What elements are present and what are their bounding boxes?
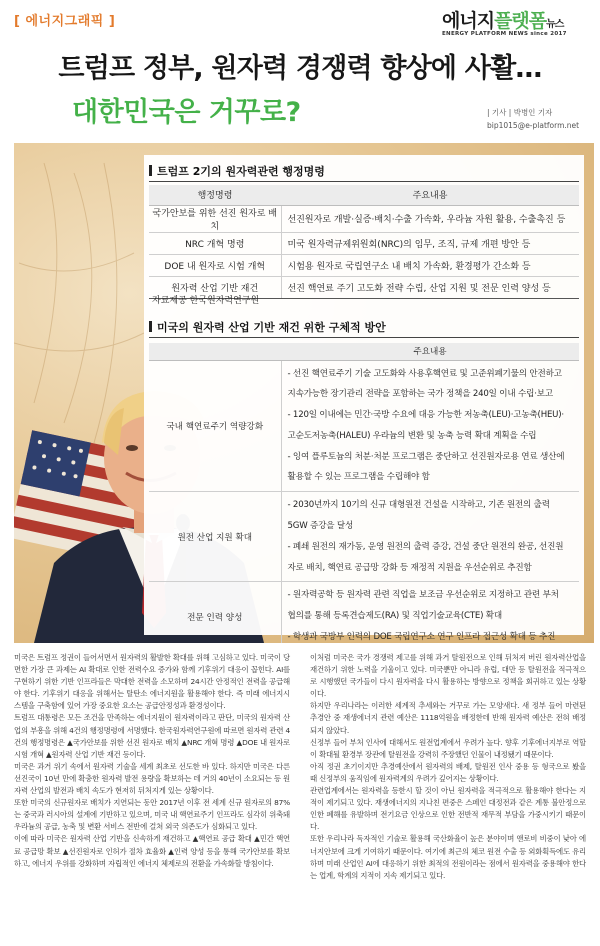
- order-name: DOE 내 원자로 시험 개혁: [149, 254, 281, 276]
- plan-category: 국내 핵연료주기 역량강화: [149, 360, 281, 492]
- table-header-row: [149, 343, 579, 360]
- paragraph: 이에 따라 미국은 원자력 산업 기반을 신속하게 재건하고 ▲핵연료 공급 확대 ▲민간 핵연료 공급망 확보 ▲선진원자로 인허가 절차 효율화 ▲인력 양성 등을 통해 국가안보를 확보하고, 에너지 우위를 강화하며 자립적인 에너지 체제로의 전환을 가속화할 방침이다.: [14, 834, 290, 868]
- paragraph: 미국은 트럼프 정권이 들어서면서 원자력의 활발한 확대를 위해 고심하고 있다. 미국이 당면한 가장 큰 과제는 AI 확대로 인한 전력수요 증가와 함께 기후위기 대응이 꼽힌다. AI를 구현하기 위한 기반 인프라들은 막대한 전력을 소모하며 24시간 안정적인 전력을 공급해야 한다. 기후위기 대응을 위해서는 탈탄소 에너지원을 활용해야 한다. 즉 미래 에너지시스템을 구축함에 있어 가장 중요한 요소는 공급안정성과 환경성이다.: [14, 653, 290, 711]
- rebuild-plan-table: [149, 343, 579, 643]
- table-row: [149, 582, 579, 643]
- section2-heading: 미국의 원자력 산업 기반 재건 위한 구체적 방안: [149, 319, 386, 335]
- paragraph: 또한 미국의 신규원자로 배치가 지연되는 동안 2017년 이후 전 세계 신규 원자로의 87%는 중국과 러시아의 설계에 기반하고 있으며, 미국 내 핵연료주기 인프라도 심각히 위축돼 우라늄의 공급, 농축 및 변환 서비스 전반에 걸쳐 외국 의존도가 심화되고 있다.: [14, 798, 290, 832]
- logo-text: 에너지플랫폼뉴스: [442, 10, 564, 32]
- paragraph: 신정부 들어 부처 인사에 대해서도 원전업계에서 우려가 높다. 향후 기후에너지부로 역할이 확대될 환경부 장관에 탈원전을 강력히 주장했던 인물이 내정됐기 때문이다.: [310, 737, 586, 759]
- order-name: 원자력 산업 기반 재건: [149, 276, 281, 298]
- table-row: [149, 492, 579, 582]
- section2-rule: [149, 337, 579, 338]
- order-content: 선진원자로 개발·실증·배치·수출 가속화, 우라늄 자원 활용, 수출촉진 등: [281, 205, 579, 232]
- table-row: [149, 360, 579, 492]
- category-tag: [ 에너지그래픽 ]: [14, 14, 116, 29]
- infographic-panel: [14, 143, 594, 643]
- order-name: NRC 개혁 명령: [149, 232, 281, 254]
- page-title: 트럼프 정부, 원자력 경쟁력 향상에 사활…: [58, 53, 542, 84]
- order-content: 선진 핵연료 주기 고도화 전략 수립, 산업 지원 및 전문 인력 양성 등: [281, 276, 579, 298]
- byline-author: | 기사 | 박병인 기자: [487, 108, 553, 117]
- order-name: 국가안보를 위한 선진 원자로 배치: [149, 205, 281, 232]
- article-column-left: [14, 652, 290, 882]
- plan-content: - 원자력공학 등 원자력 관련 직업을 보조금 우선순위로 지정하고 관련 부처 협의를 통해 등록견습제도(RA) 및 직업기술교육(CTE) 확대 - 학생과 국방부 인력의 DOE 국립연구소 연구 인프라 접근성 확대 등 추진: [281, 582, 579, 643]
- plan-content: - 2030년까지 10기의 신규 대형원전 건설을 시작하고, 기존 원전의 출력 5GW 증강을 달성 - 폐쇄 원전의 재가동, 운영 원전의 출력 증강, 건설 중단 원전의 완공, 선진원 자로 배치, 핵연료 공급망 강화 등 재정적 지원을 우선순위로 추진함: [281, 492, 579, 582]
- col-header-category: [149, 343, 281, 360]
- table-row: [149, 205, 579, 232]
- plan-content: - 선진 핵연료주기 기술 고도화와 사용후핵연료 및 고준위폐기물의 안전하고 지속가능한 장기관리 전략을 포함하는 국가 정책을 240일 이내 수립·보고 - 120일 이내에는 민간·국방 수요에 대응 가능한 저농축(LEU)·고농축(HEU)· 고순도저농축(HALEU) 우라늄의 변환 및 농축 능력 확대 계획을 수립 - 잉여 플루토늄의 처분·처분 프로그램은 중단하고 선진원자로용 연료 생산에 활용할 수 있는 프로그램을 수립해야 함: [281, 360, 579, 492]
- executive-orders-table: [149, 185, 579, 299]
- col-header-content: 주요내용: [281, 185, 579, 205]
- table-header-row: [149, 185, 579, 205]
- article-body: [14, 652, 586, 882]
- byline-email[interactable]: bip1015@e-platform.net: [487, 121, 580, 130]
- paragraph: 하지만 우리나라는 이러한 세계적 추세와는 거꾸로 가는 모양새다. 새 정부 들어 마련된 추경안 중 재생에너지 관련 예산은 1118억원을 배정한데 반해 원자력 예산은 전혀 배정되지 않았다.: [310, 701, 586, 735]
- order-content: 시험용 원자로 국립연구소 내 배치 가속화, 환경평가 간소화 등: [281, 254, 579, 276]
- section1-heading: 트럼프 2기의 원자력관련 행정명령: [149, 163, 325, 179]
- data-source: 자료제공 한국원자력연구원: [152, 296, 260, 306]
- plan-category: 원전 산업 지원 확대: [149, 492, 281, 582]
- section1-rule: [149, 181, 579, 182]
- logo-subtitle: ENERGY PLATFORM NEWS since 2017: [442, 31, 567, 37]
- heading-bar-icon: [149, 321, 152, 332]
- site-logo[interactable]: [442, 6, 582, 40]
- order-content: 미국 원자력규제위원회(NRC)의 임무, 조직, 규제 개편 방안 등: [281, 232, 579, 254]
- col-header-content: 주요내용: [281, 343, 579, 360]
- paragraph: 관련업계에서는 원자력을 등한시 할 것이 아닌 원자력을 적극적으로 활용해야 한다는 지적이 제기되고 있다. 재생에너지의 지나친 편중은 스페인 대정전과 같은 계통 불안정으로 인한 폐해를 유발하며 전기요금 인상으로 인한 전반적 재무적 부담을 가중시키기 때문이다.: [310, 786, 586, 832]
- article-column-right: [310, 652, 586, 882]
- col-header-order: 행정명령: [149, 185, 281, 205]
- table-row: [149, 232, 579, 254]
- paragraph: 아직 정권 초기이지만 추경예산에서 원자력의 배제, 탈원전 인사 중용 등 형국으로 봤을 때 신정부의 움직임에 원자력계의 우려가 깊어지는 상황이다.: [310, 761, 586, 783]
- page-subtitle: 대한민국은 거꾸로?: [72, 97, 301, 128]
- paragraph: 미국은 과거 위기 속에서 원자력 기술을 세계 최초로 선도한 바 있다. 하지만 미국은 다른 선진국이 10년 만에 확충한 원자력 발전 용량을 확보하는 데 거의 40년이 소요되는 등 원자력 산업의 발전과 배치 속도가 현저히 뒤처지게 있는 상황이다.: [14, 761, 290, 796]
- byline: [487, 106, 579, 132]
- table-row: [149, 254, 579, 276]
- heading-bar-icon: [149, 165, 152, 176]
- paragraph: 트럼프 대통령은 모든 조건을 만족하는 에너지원이 원자력이라고 판단, 미국의 원자력 산업의 부흥을 위해 4건의 행정명령에 서명했다. 한국원자력연구원에 따르면 원자력 관련 4건의 행정명령은 ▲국가안보를 위한 선진 원자로 배치 ▲NRC 개혁 명령 ▲DOE 내 원자로 시험 개혁 ▲원자력 산업 기반 재건 등이다.: [14, 713, 290, 759]
- paragraph: 이처럼 미국은 국가 경쟁력 제고를 위해 과거 탈원전으로 인해 뒤처져 버린 원자력산업을 재건하기 위한 노력을 기울이고 있다. 미국뿐만 아니라 유럽, 대만 등 탈원전을 적극적으로 시행했던 국가들이 다시 원자력을 다시 활용하는 방향으로 정책을 회귀하고 있는 상황이다.: [310, 653, 586, 699]
- plan-category: 전문 인력 양성: [149, 582, 281, 643]
- paragraph: 또한 우리나라 독자적인 기술로 활용해 국산화율이 높은 분야이며 앤로비 비중이 낮아 에너지안보에 크게 기여하기 때문이다. 여기에 최근의 체코 원전 수출 등 외화획득에도 유리하며 미래 산업인 AI에 대응하기 위한 최적의 전원이라는 점에서 원자력을 중용해야 한다는 업계, 학계의 지적이 지속 제기되고 있다.: [310, 834, 586, 880]
